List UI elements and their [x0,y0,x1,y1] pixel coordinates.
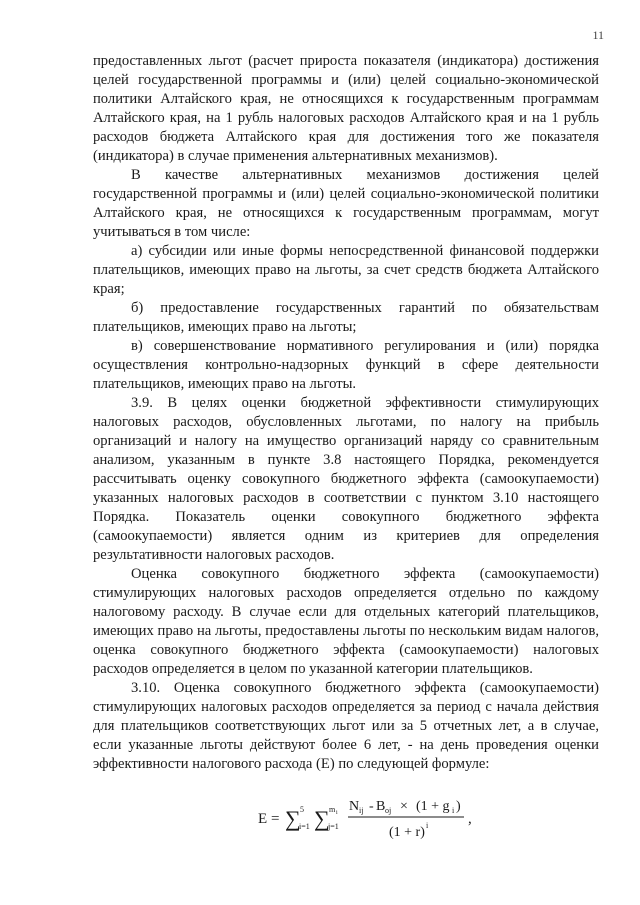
formula-minus: - [369,799,374,814]
formula-n: N [349,799,360,814]
paragraph-3-9: 3.9. В целях оценки бюджетной эффективности стимулирующих налоговых расходов, обусловленных льготами, по налогу на прибыль организаций и налогу на имущество организаций наряду со сравнительным анализом, указанным в пункте 3.8 настоящего Порядка, рекомендуется рассчитывать оценку совокупного бюджетного эффекта (самоокупаемости) указанных налоговых расходов в соответствии с пунктом 3.10 настоящего Порядка. Показатель оценки совокупного бюджетного эффекта (самоокупаемости) является одним из критериев для определения результативности налоговых расходов. [93,395,599,563]
formula-lhs: E [258,811,268,827]
formula-trailing-comma: , [468,811,472,827]
document-body [93,52,599,774]
formula-b-sub: oj [385,806,392,815]
page-number: 11 [592,28,604,42]
paragraph-alternative-mechanisms: В качестве альтернативных механизмов достижения целей государственной программы и (или) целей социально-экономической политики Алтайского края, не относящихся к государственным программам, могут учитываться в том числе: [93,167,599,240]
formula-equals: = [271,811,280,827]
formula-sum-j-upper: m [329,805,336,814]
budget-effect-formula [258,792,498,848]
formula-denominator-exp: i [426,821,429,830]
formula-sum-i-upper: 5 [300,805,304,814]
formula-sum-j-upper-sub: i [336,810,338,816]
formula-growth: (1 + g [416,799,450,814]
formula-denominator: (1 + r) [389,825,425,840]
paragraph-alternative-comparison: предоставленных льгот (расчет прироста показателя (индикатора) достижения целей государственной программы и (или) целей социально-экономической политики Алтайского края, не относящихся к государственным программам Алтайского края, на 1 рубль налоговых расходов Алтайского края и на 1 рубль расходов бюджета Алтайского края для достижения того же показателя (индикатора) в случае применения альтернативных механизмов). [93,53,599,164]
formula-growth-close: ) [456,799,461,814]
formula-growth-sub: i [452,806,455,815]
list-item-a: а) субсидии или иные формы непосредственной финансовой поддержки плательщиков, имеющих право на льготы, за счет средств бюджета Алтайского края; [93,243,599,297]
paragraph-3-10: 3.10. Оценка совокупного бюджетного эффекта (самоокупаемости) стимулирующих налоговых расходов определяется за период с начала действия для плательщиков соответствующих льгот или за 5 отчетных лет, а в случае, если указанные льготы действуют более 6 лет, - на день проведения оценки эффективности налогового расхода (E) по следующей формуле: [93,680,599,772]
formula-sum-i-lower: i=1 [299,822,310,831]
paragraph-budget-effect: Оценка совокупного бюджетного эффекта (самоокупаемости) стимулирующих налоговых расходов определяется отдельно по каждому налоговому расходу. В случае если для отдельных категорий плательщиков, имеющих право на льготы, предоставлены льготы по нескольким видам налогов, оценка совокупного бюджетного эффекта (самоокупаемости) налоговых расходов определяется в целом по указанной категории плательщиков. [93,566,599,677]
formula-times: × [400,799,408,814]
formula-sum-j: ∑ [314,806,330,831]
formula-n-sub: ij [359,806,364,815]
formula-sum-i: ∑ [285,806,301,831]
list-item-b: б) предоставление государственных гарантий по обязательствам плательщиков, имеющих право на льготы; [93,300,599,335]
list-item-c: в) совершенствование нормативного регулирования и (или) порядка осуществления контрольно-надзорных функций в сфере деятельности плательщиков, имеющих право на льготы. [93,338,599,392]
formula-b: B [376,799,386,814]
formula-sum-j-lower: j=1 [328,822,339,831]
